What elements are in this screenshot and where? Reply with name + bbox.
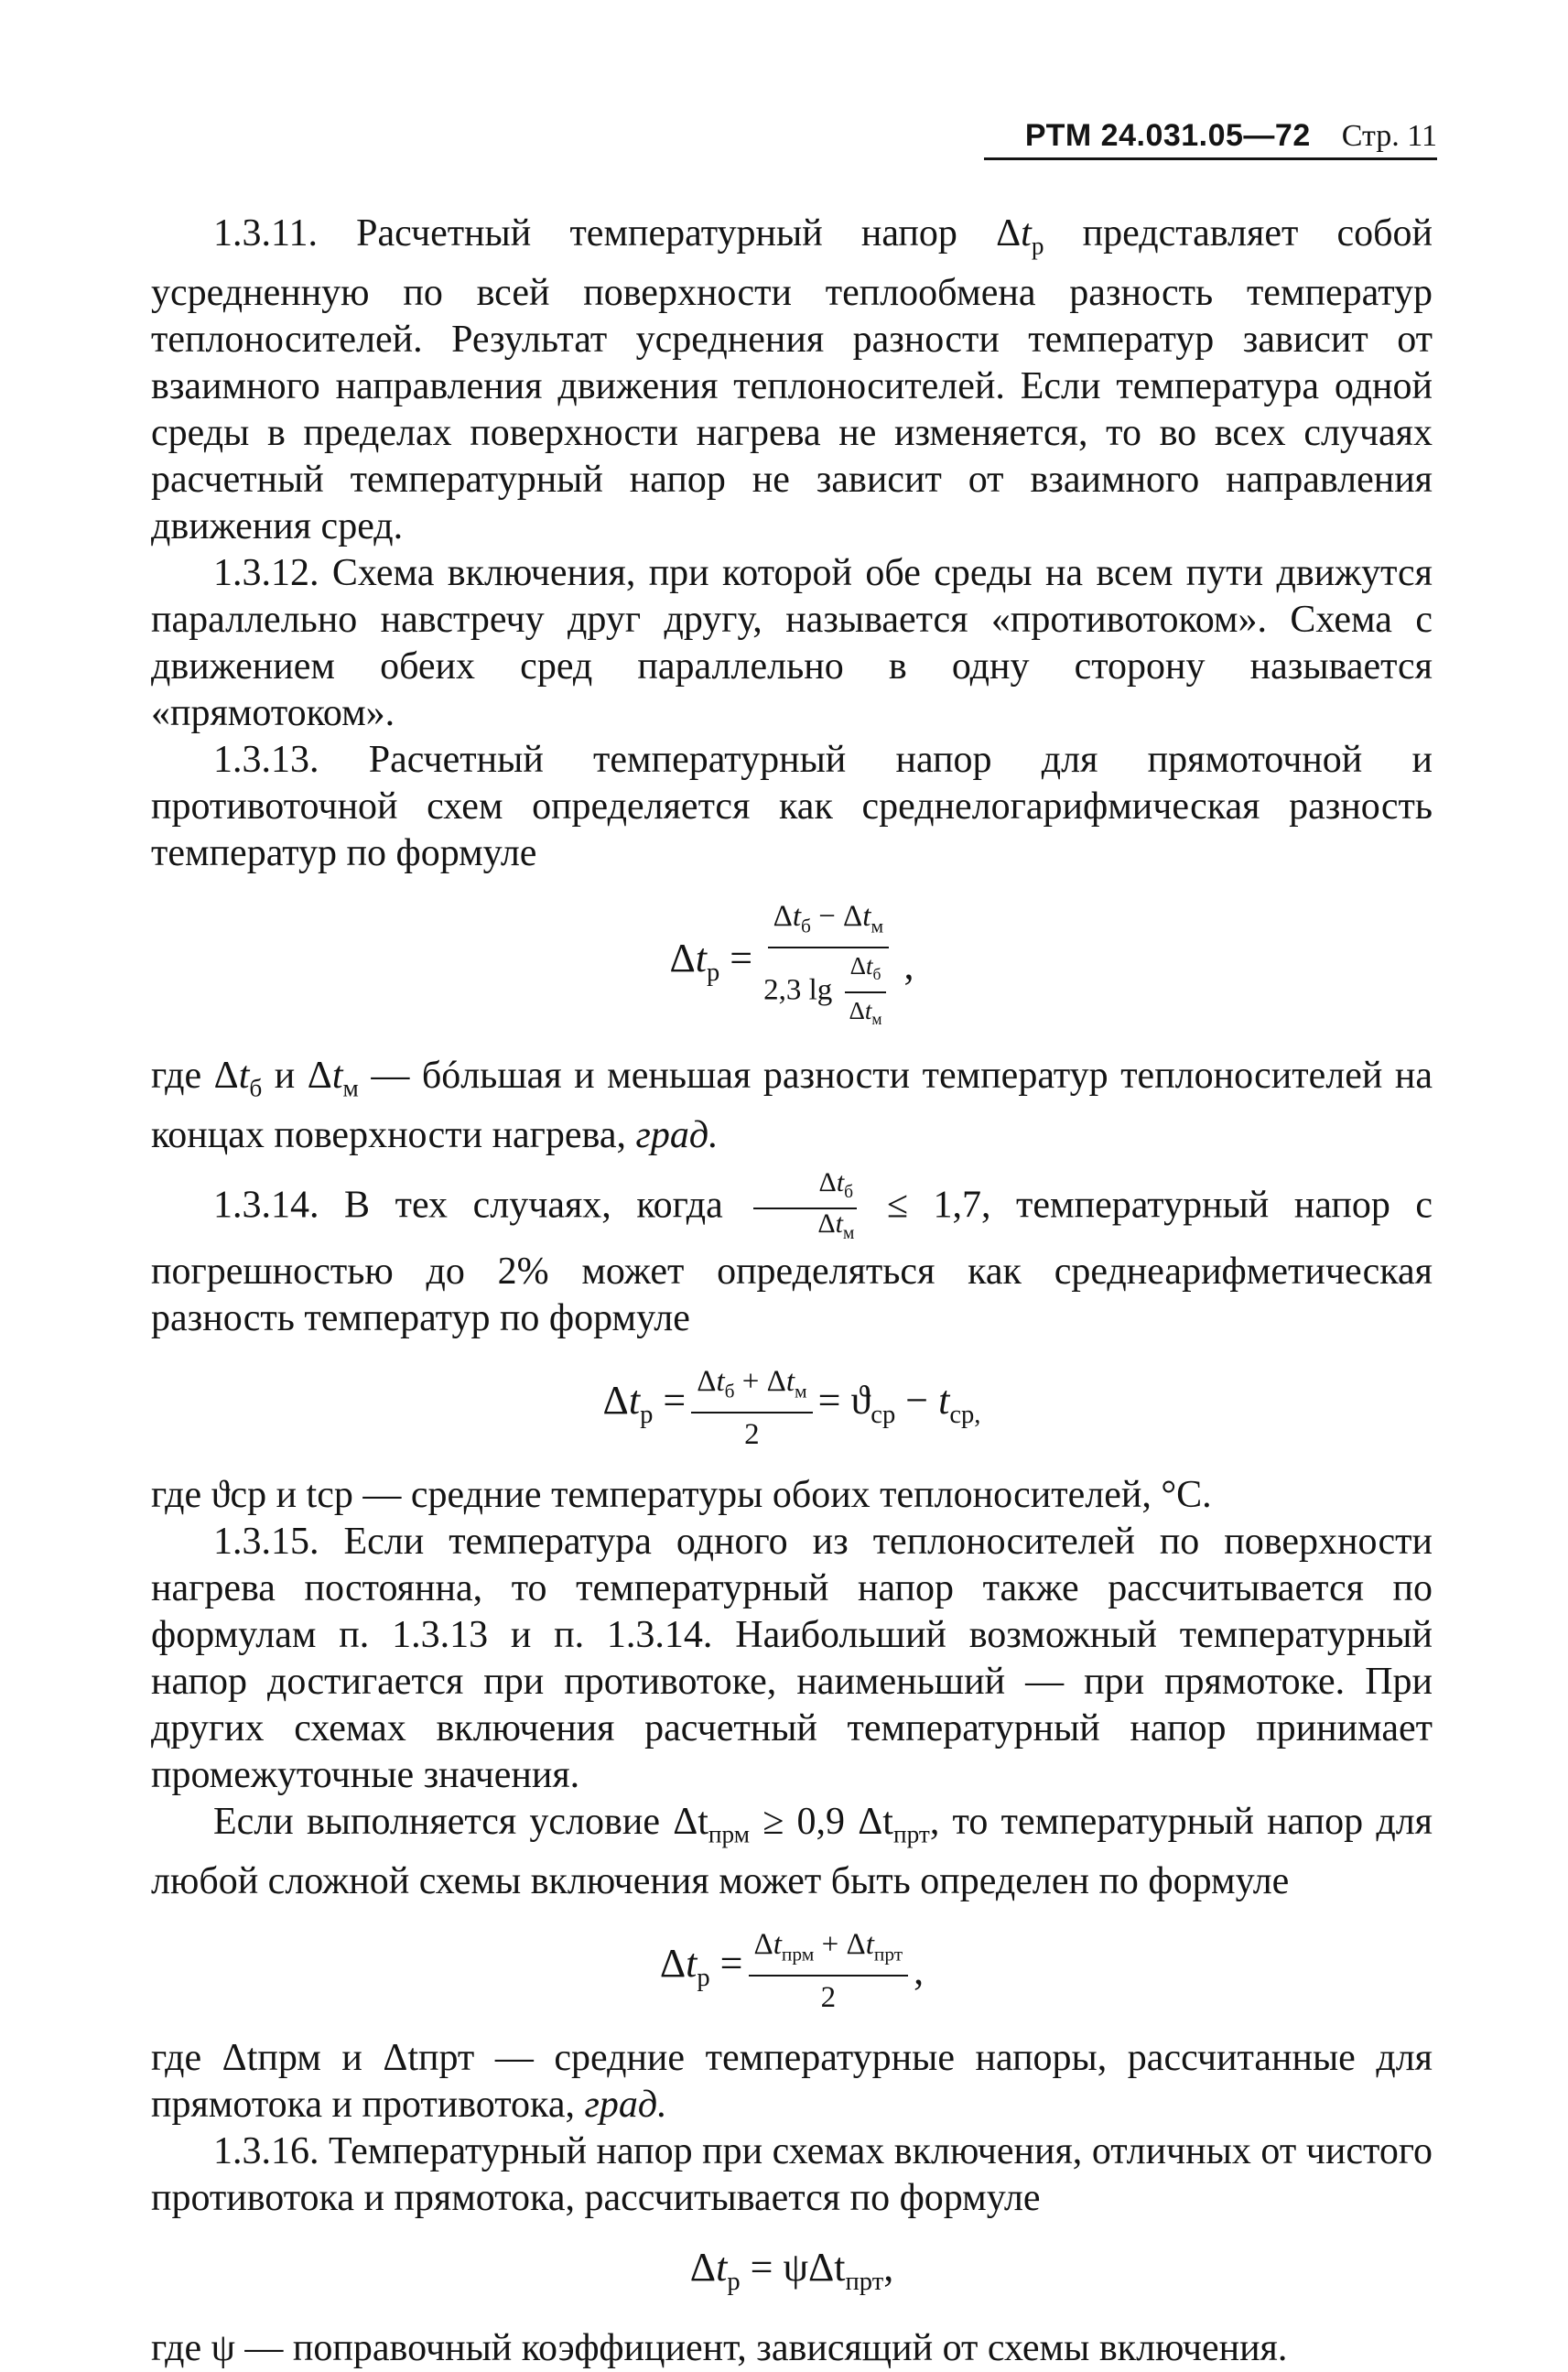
- formula-log-mean: $\Delta t_р$ = $\Delta t_б - \Delta t_м$ 2,3 lg $\frac{\Delta t_б}{\Delta t_м}$ ,: [669, 899, 914, 1029]
- formula-arithmetic-mean: $\Delta t_р$ = $\frac{\Delta t_б + \Delta t_м}{2}$ = $ϑ_{ср} - t_{ср,}$: [602, 1364, 981, 1451]
- paragraph-1-3-12: 1.3.12. Схема включения, при которой обе среды на всем пути движутся параллельно навстречу друг другу, называется «противотоком». Схема с движением обеих сред параллельно в одну сторону называется «прямотоком».: [151, 551, 1433, 734]
- paragraph-where-theta: где ϑср и tср — средние температуры обоих теплоносителей, °С.: [151, 1474, 1212, 1516]
- paragraph-condition: Если выполняется условие $\Delta t_{прм} \ge 0,9$ $\Delta t_{прт}$, то температурный напор для любой сложной схемы включения может быть определен по формуле: [151, 1801, 1433, 1902]
- paragraph-1-3-16: 1.3.16. Температурный напор при схемах включения, отличных от чистого противотока и прямотока, рассчитывается по формуле: [151, 2130, 1433, 2220]
- paragraph-1-3-11: 1.3.11. Расчетный температурный напор $\Delta t_р$ представляет собой усредненную по всей поверхности теплообмена разность температур теплоносителей. Результат усреднения разности температур зависит от взаимного направления движения теплоносителей. Если температура одной среды в пределах поверхности нагрева не изменяется, то во всех случаях расчетный температурный напор не зависит от взаимного направления движения сред.: [151, 212, 1433, 547]
- page-number: Стр. 11: [1341, 119, 1437, 153]
- formula-complex-scheme: $\Delta t_р$ = $\frac{\Delta t_{прм} + \Delta t_{прт}}{2}$ ,: [659, 1927, 925, 2015]
- formula-correction: $\Delta t_р = \psi\Delta t_{прт}$,: [689, 2245, 894, 2297]
- document-code: РТМ 24.031.05—72: [1024, 118, 1311, 153]
- ratio-fraction: $\frac{\Delta t_б}{\Delta t_м}$: [752, 1168, 858, 1249]
- paragraph-where-tb-tm: где $\Delta t_б$ и $\Delta t_м$ — бóльшая и меньшая разности температур теплоносителей на концах поверхности нагрева, град.: [151, 1055, 1433, 1156]
- paragraph-where-prm-prt: где Δtпрм и Δtпрт — средние температурные напоры, рассчитанные для прямотока и противотока, град.: [151, 2037, 1433, 2127]
- paragraph-1-3-14: 1.3.14. В тех случаях, когда $\frac{\Delta t_б}{\Delta t_м}$ ≤ 1,7, температурный напор с погрешностью до 2% может определяться как среднеарифметическая разность температур по формуле: [151, 1166, 1433, 1339]
- paragraph-1-3-13: 1.3.13. Расчетный температурный напор для прямоточной и противоточной схем определяется как среднелогарифмическая разность температур по формуле: [151, 738, 1433, 874]
- running-header: [984, 117, 1437, 160]
- paragraph-where-psi: где ψ — поправочный коэффициент, зависящий от схемы включения.: [151, 2327, 1288, 2370]
- paragraph-1-3-15: 1.3.15. Если температура одного из теплоносителей по поверхности нагрева постоянна, то температурный напор также рассчитывается по формулам п. 1.3.13 и п. 1.3.14. Наибольший возможный температурный напор достигается при противотоке, наименьший — при прямотоке. При других схемах включения расчетный температурный напор принимает промежуточные значения.: [151, 1521, 1433, 1796]
- body-text: [151, 211, 1433, 2372]
